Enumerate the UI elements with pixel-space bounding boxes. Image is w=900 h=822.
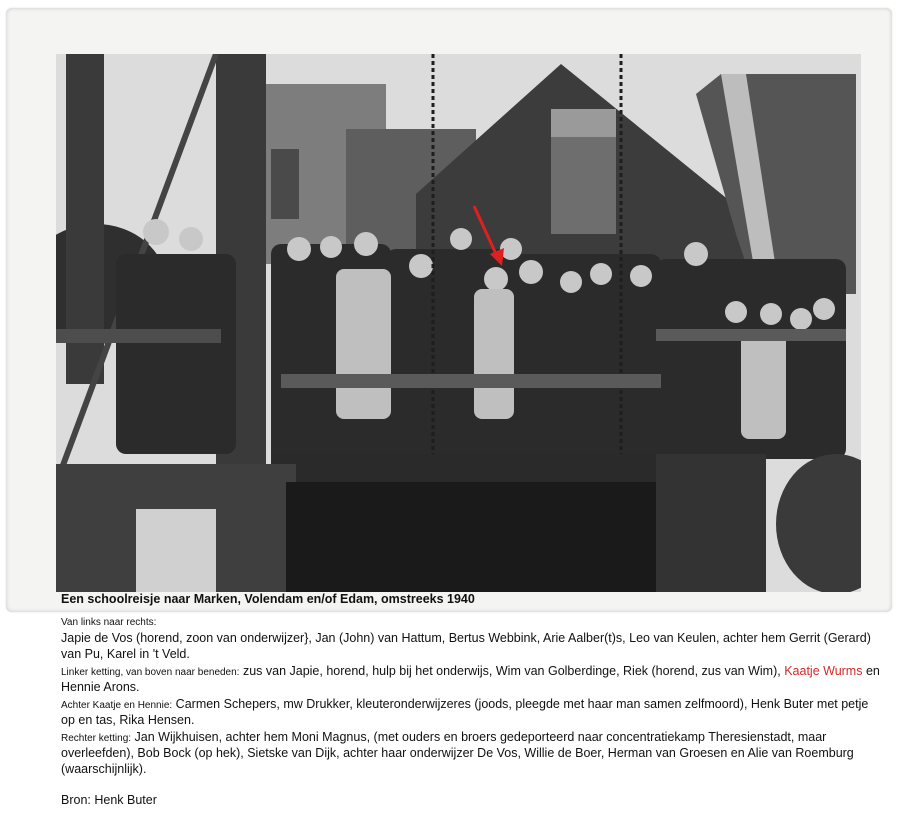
section-label-behind-kaatje: Achter Kaatje en Hennie: — [61, 700, 173, 711]
photo-source: Bron: Henk Buter — [61, 793, 157, 807]
section-left-chain — [61, 663, 881, 695]
section-label-right-chain: Rechter ketting: — [61, 733, 132, 744]
section-label-left-chain: Linker ketting, van boven naar beneden: — [61, 667, 240, 678]
historical-photo — [56, 54, 861, 592]
highlighted-name: Kaatje Wurms — [784, 664, 863, 678]
section-label-left-to-right: Van links naar rechts: — [61, 617, 157, 628]
section-text-left-to-right: Japie de Vos (horend, zoon van onderwijzer}, Jan (John) van Hattum, Bertus Webbink, Arie Aalber(t)s, Leo van Keulen, achter hem Gerrit (Gerard) van Pu, Karel in 't Veld. — [61, 631, 871, 661]
section-behind-kaatje — [61, 696, 881, 728]
section-right-chain — [61, 729, 881, 777]
photo-illustration — [56, 54, 861, 592]
caption-title: Een schoolreisje naar Marken, Volendam en/of Edam, omstreeks 1940 — [61, 592, 475, 606]
section-text-right-chain: Jan Wijkhuisen, achter hem Moni Magnus, (met ouders en broers gedeporteerd naar concentratiekamp Theresienstadt, maar overleefden), Bob Bock (op hek), Sietske van Dijk, achter haar onderwijzer De Vos, Willie de Boer, Herman van Groesen en Alie van Roemburg (waarschijnlijk). — [61, 730, 854, 776]
section-text-left-chain: zus van Japie, horend, hulp bij het onderwijs, Wim van Golberdinge, Riek (horend, zus van Wim), — [242, 664, 781, 678]
section-text-left-chain-end: en Hennie Arons. — [61, 664, 880, 694]
photo-caption — [61, 592, 881, 808]
section-text-behind-kaatje: Carmen Schepers, mw Drukker, kleuteronderwijzeres (joods, pleegde met haar man samen zelfmoord), Henk Buter met petje op en tas, Rika Hensen. — [61, 697, 869, 727]
photo-frame — [6, 8, 892, 612]
